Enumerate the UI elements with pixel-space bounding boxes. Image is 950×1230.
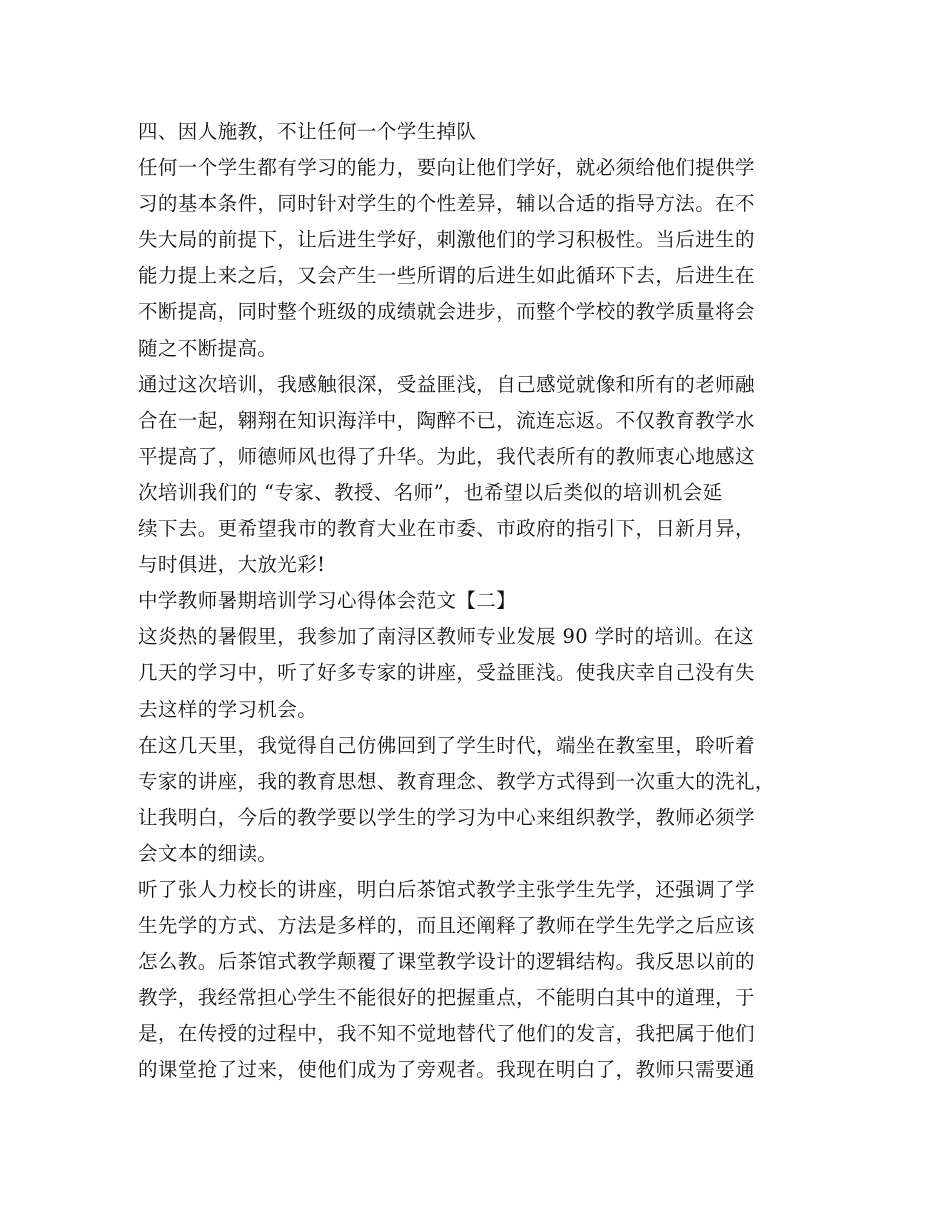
paragraph-line: 在这几天里，我觉得自己仿佛回到了学生时代，端坐在教室里，聆听着 [138,733,755,757]
document-body [138,114,818,1089]
paragraph-line: 怎么教。后茶馆式教学颠覆了课堂教学设计的逻辑结构。我反思以前的 [138,950,755,974]
paragraph-line: 续下去。更希望我市的教育大业在市委、市政府的指引下，日新月异， [138,517,755,541]
paragraph-line: 与时俱进，大放光彩! [138,553,326,577]
paragraph-line: 合在一起，翱翔在知识海洋中，陶醉不已，流连忘返。不仅教育教学水 [138,408,755,432]
paragraph-line: 几天的学习中，听了好多专家的讲座，受益匪浅。使我庆幸自己没有失 [138,661,755,685]
paragraph-line: 生先学的方式、方法是多样的，而且还阐释了教师在学生先学之后应该 [138,914,755,938]
paragraph-line: 专家的讲座，我的教育思想、教育理念、教学方式得到一次重大的洗礼， [138,769,775,793]
paragraph-line: 任何一个学生都有学习的能力，要向让他们学好，就必须给他们提供学 [138,156,755,180]
paragraph-line: 失大局的前提下，让后进生学好，刺激他们的学习积极性。当后进生的 [138,228,755,252]
section-heading: 四、因人施教，不让任何一个学生掉队 [138,120,477,143]
paragraph-line: 不断提高，同时整个班级的成绩就会进步，而整个学校的教学质量将会 [138,300,755,324]
paragraph-line: 这炎热的暑假里，我参加了南浔区教师专业发展 90 学时的培训。在这 [138,625,754,649]
article-title: 中学教师暑期培训学习心得体会范文【二】 [138,589,517,613]
paragraph-line: 随之不断提高。 [138,336,278,360]
paragraph-line: 通过这次培训，我感触很深，受益匪浅，自己感觉就像和所有的老师融 [138,372,755,396]
paragraph-line: 听了张人力校长的讲座，明白后茶馆式教学主张学生先学，还强调了学 [138,877,755,901]
paragraph-line: 会文本的细读。 [138,841,278,865]
paragraph-line: 能力提上来之后，又会产生一些所谓的后进生如此循环下去，后进生在 [138,264,755,288]
paragraph-line: 让我明白，今后的教学要以学生的学习为中心来组织教学，教师必须学 [138,805,755,829]
paragraph-line: 的课堂抢了过来，使他们成为了旁观者。我现在明白了，教师只需要通 [138,1058,755,1082]
paragraph-line: 是，在传授的过程中，我不知不觉地替代了他们的发言，我把属于他们 [138,1022,755,1046]
paragraph-line: 习的基本条件，同时针对学生的个性差异，辅以合适的指导方法。在不 [138,192,755,216]
paragraph-line: 平提高了，师德师风也得了升华。为此，我代表所有的教师衷心地感这 [138,444,755,468]
paragraph-line: 去这样的学习机会。 [138,697,318,721]
paragraph-line: 次培训我们的 “专家、教授、名师”，也希望以后类似的培训机会延 [138,480,723,504]
paragraph-line: 教学，我经常担心学生不能很好的把握重点，不能明白其中的道理，于 [138,986,755,1010]
